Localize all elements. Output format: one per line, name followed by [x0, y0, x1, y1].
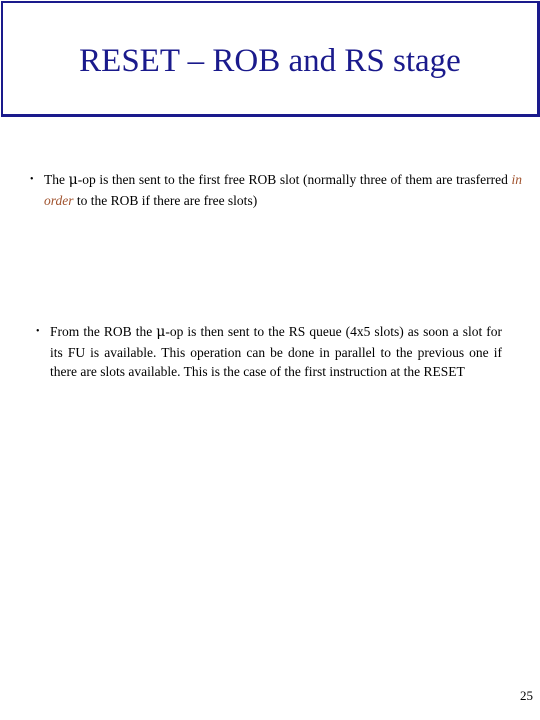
bullet-text-rest: -op is then sent to the RS queue (4x5 slots) as soon a slot for its FU is available. This operation can be done in parallel to the previous one if there are slots available. This is the case of the first instruction at the RESET	[50, 324, 503, 379]
bullet-text-middle: -op is then sent to the first free ROB slot (normally three of them are trasferred	[77, 172, 512, 187]
title-frame	[1, 1, 540, 117]
bullet-text	[50, 322, 502, 382]
bullet-text	[44, 170, 522, 210]
bullet-text-end: to the ROB if there are free slots)	[73, 192, 258, 208]
bullet-text-start: The	[44, 172, 69, 187]
bullet-marker: •	[36, 326, 40, 337]
mu-symbol: μ	[156, 324, 166, 340]
bullet-marker: •	[30, 174, 34, 185]
bullet-rob-slot	[30, 170, 522, 210]
mu-symbol: μ	[68, 172, 78, 188]
bullet-rs-queue	[36, 322, 502, 382]
slide-title: RESET – ROB and RS stage	[79, 43, 461, 79]
emphasis-in-order: in order	[44, 172, 522, 208]
bullet-text-start: From the ROB the	[50, 324, 157, 339]
page-number: 25	[520, 688, 533, 703]
